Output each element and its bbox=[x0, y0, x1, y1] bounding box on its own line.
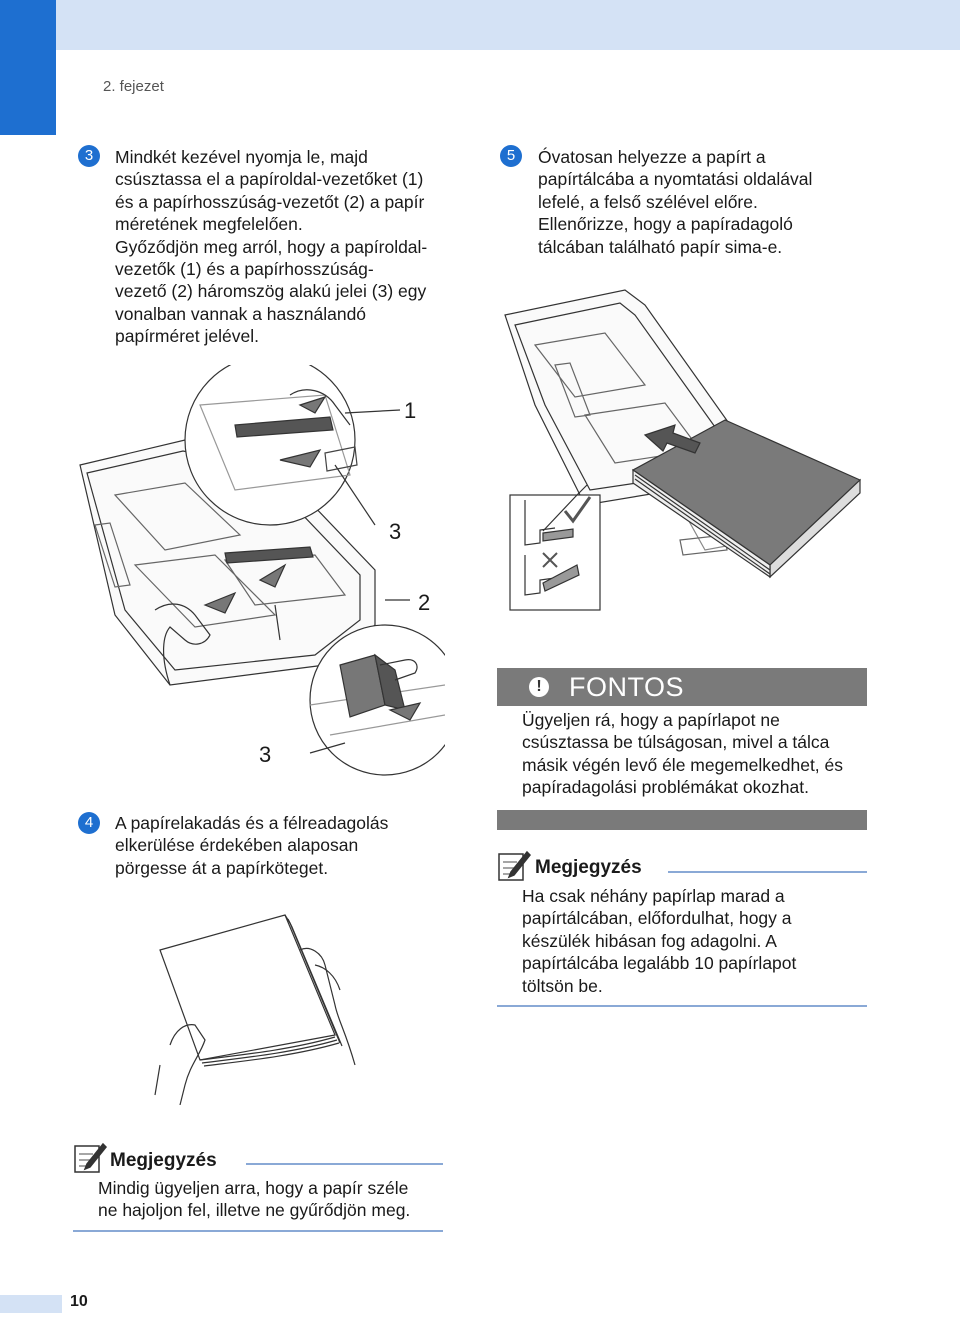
chapter-label: 2. fejezet bbox=[103, 78, 164, 95]
line: Mindkét kezével nyomja le, majd bbox=[115, 147, 368, 167]
line: A papírelakadás és a félreadagolás bbox=[115, 813, 389, 833]
step-5-badge: 5 bbox=[500, 145, 522, 167]
warning-icon: ! bbox=[529, 677, 549, 697]
line: ne hajoljon fel, illetve ne gyűrődjön meg. bbox=[98, 1200, 411, 1221]
callout-1: 1 bbox=[404, 398, 417, 423]
line: vonalban vannak a használandó bbox=[115, 303, 367, 324]
line: pörgesse át a papírköteget. bbox=[115, 857, 329, 878]
line: vezetők (1) és a papírhosszúság- bbox=[115, 259, 374, 280]
tray-guides-figure bbox=[75, 365, 445, 785]
line: Győződjön meg arról, hogy a papíroldal- bbox=[115, 236, 428, 257]
line: Óvatosan helyezze a papírt a bbox=[538, 147, 766, 167]
line: és a papírhosszúság-vezetőt (2) a papír bbox=[115, 191, 425, 212]
line: lefelé, a felső szélével előre. bbox=[538, 191, 758, 212]
line: vezető (2) háromszög alakú jelei (3) egy bbox=[115, 281, 427, 302]
callout-3b: 3 bbox=[259, 742, 272, 767]
line: Mindig ügyeljen arra, hogy a papír széle bbox=[98, 1178, 409, 1198]
step-3-text bbox=[115, 146, 427, 348]
line: papíradagolási problémákat okozhat. bbox=[522, 777, 809, 798]
note-pencil-icon bbox=[497, 848, 531, 887]
line: papírtálcába legalább 10 papírlapot bbox=[522, 953, 797, 974]
chapter-side-tab bbox=[0, 0, 56, 135]
line: papírtálcában, előfordulhat, hogy a bbox=[522, 908, 792, 929]
line: tálcában található papír sima-e. bbox=[538, 236, 783, 257]
note-bottom-title: Megjegyzés bbox=[110, 1150, 217, 1171]
note-pencil-icon bbox=[73, 1140, 107, 1179]
line: készülék hibásan fog adagolni. A bbox=[522, 930, 777, 951]
line: méretének megfelelően. bbox=[115, 214, 303, 235]
note-bottom-text bbox=[98, 1177, 410, 1222]
line: csúsztassa el a papíroldal-vezetőket (1) bbox=[115, 169, 424, 190]
important-header bbox=[497, 668, 867, 706]
important-bottom-bar bbox=[497, 810, 867, 830]
line: elkerülése érdekében alaposan bbox=[115, 835, 359, 856]
header-band bbox=[0, 0, 960, 50]
note-right-title-rule bbox=[668, 871, 867, 873]
line: töltsön be. bbox=[522, 975, 603, 996]
note-right-bottom-rule bbox=[497, 1005, 867, 1007]
note-right-title: Megjegyzés bbox=[535, 857, 642, 878]
line: papírméret jelével. bbox=[115, 326, 259, 347]
line: másik végén levő éle megemelkedhet, és bbox=[522, 754, 844, 775]
important-title: FONTOS bbox=[569, 672, 685, 702]
page-number-tab bbox=[0, 1295, 62, 1313]
load-paper-figure bbox=[495, 285, 875, 615]
callout-2: 2 bbox=[418, 590, 431, 615]
line: papírtálcába a nyomtatási oldalával bbox=[538, 169, 813, 190]
step-3-badge: 3 bbox=[78, 145, 100, 167]
page-number: 10 bbox=[70, 1293, 88, 1310]
step-4-text bbox=[115, 812, 388, 879]
callout-3a: 3 bbox=[389, 519, 402, 544]
line: csúsztassa be túlságosan, mivel a tálca bbox=[522, 732, 830, 753]
step-4-badge: 4 bbox=[78, 812, 100, 834]
important-text bbox=[522, 709, 843, 799]
fan-paper-figure bbox=[150, 905, 370, 1105]
step-5-text bbox=[538, 146, 812, 258]
line: Ha csak néhány papírlap marad a bbox=[522, 886, 785, 906]
line: Ellenőrizze, hogy a papíradagoló bbox=[538, 214, 793, 235]
note-right-text bbox=[522, 885, 796, 997]
line: Ügyeljen rá, hogy a papírlapot ne bbox=[522, 710, 780, 730]
note-bottom-bottom-rule bbox=[73, 1230, 443, 1232]
note-bottom-title-rule bbox=[246, 1163, 443, 1165]
